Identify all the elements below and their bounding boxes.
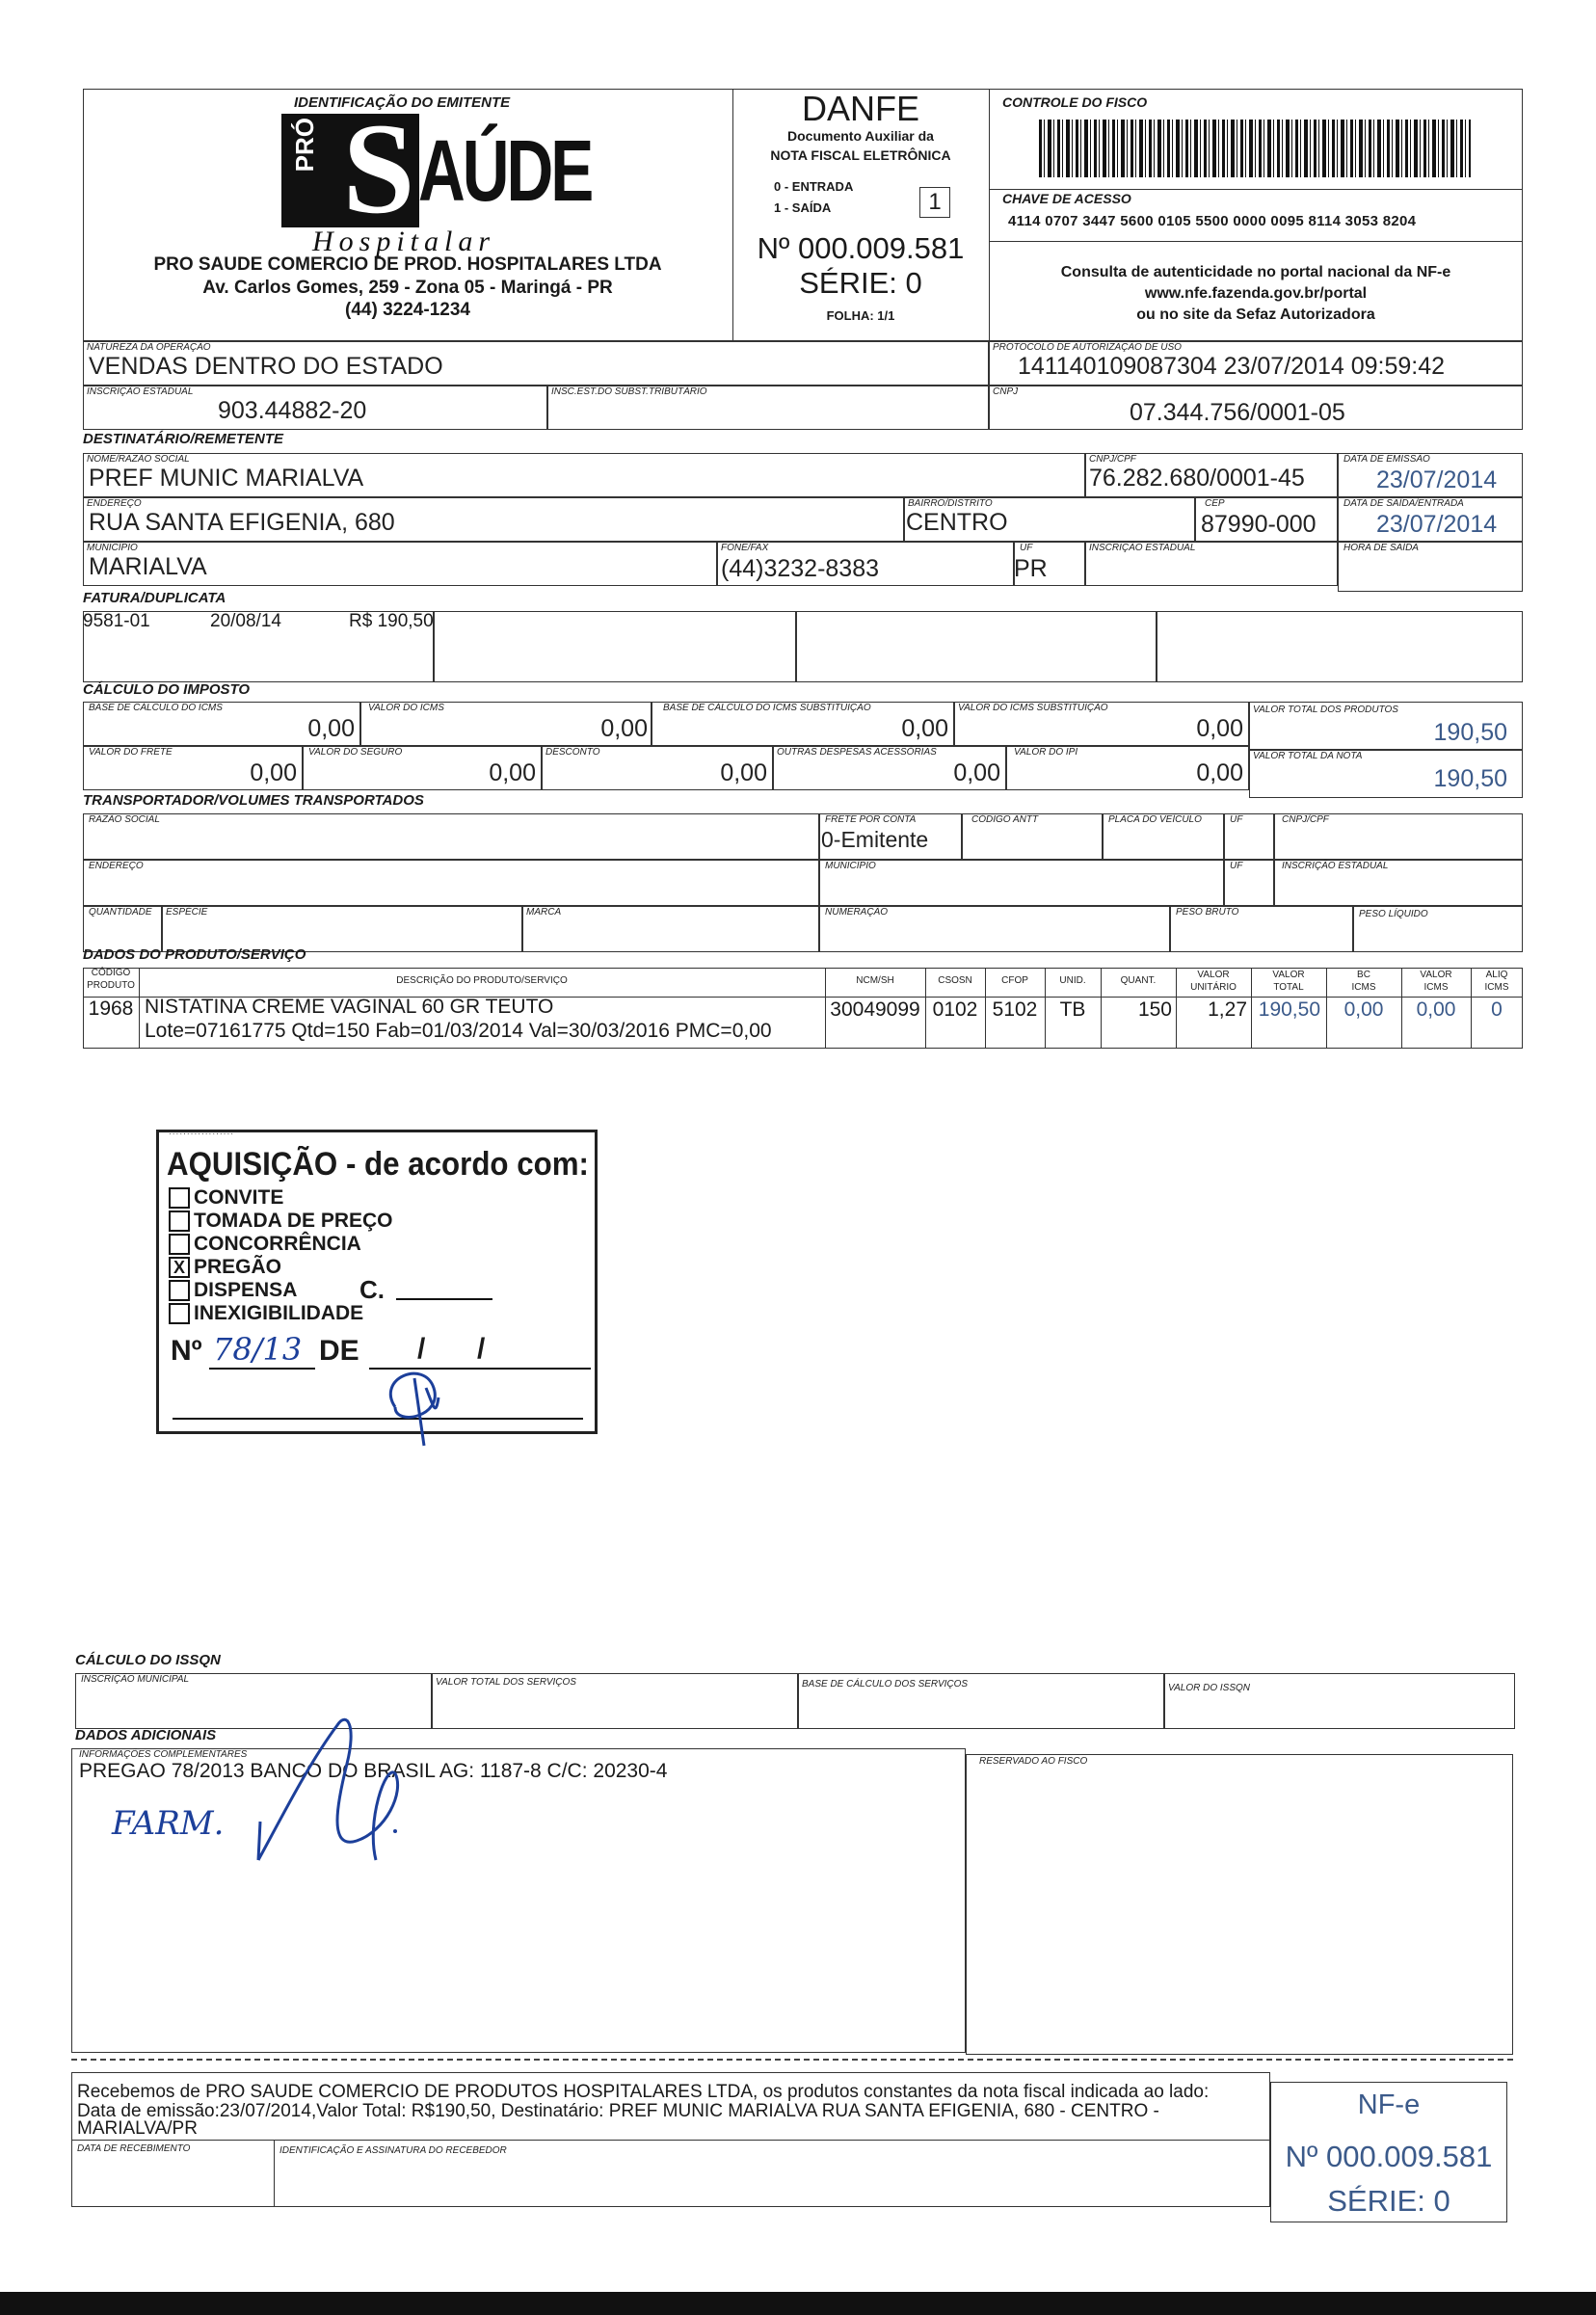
canhoto-nfe: NF-e [1357, 2089, 1421, 2120]
seguro-label: VALOR DO SEGURO [308, 747, 403, 758]
seguro: 0,00 [489, 759, 536, 786]
th-unid: UNID. [1059, 975, 1086, 986]
item-quant: 150 [1137, 998, 1172, 1021]
th-vicms-2: ICMS [1423, 982, 1449, 993]
item-aliq: 0 [1491, 998, 1503, 1021]
fatura-valor: R$ 190,50 [349, 611, 434, 631]
danfe-subtitle-2: NOTA FISCAL ELETRÔNICA [770, 147, 951, 163]
base-icms-label: BASE DE CÁLCULO DO ICMS [89, 703, 223, 713]
dest-nome-label: NOME/RAZÃO SOCIAL [87, 454, 190, 465]
total-nota-label: VALOR TOTAL DA NOTA [1253, 751, 1363, 761]
transp-municipio-label: MUNICÍPIO [825, 861, 876, 871]
dest-cnpj: 76.282.680/0001-45 [1089, 465, 1305, 492]
item-vicms: 0,00 [1416, 998, 1456, 1021]
danfe-folha: FOLHA: 1/1 [826, 308, 895, 323]
th-quant: QUANT. [1120, 975, 1157, 986]
numeracao-label: NUMERAÇÃO [825, 907, 889, 918]
th-cfop: CFOP [1001, 975, 1028, 986]
danfe-numero: Nº 000.009.581 [757, 231, 965, 265]
th-bc-1: BC [1357, 970, 1370, 980]
frete: 0,00 [250, 759, 297, 786]
adicionais-section-label: DADOS ADICIONAIS [75, 1727, 217, 1743]
emitente-section-label: IDENTIFICAÇÃO DO EMITENTE [294, 94, 511, 111]
acquisition-stamp: .................. AQUISIÇÃO - de acordo com: CONVITE TOMADA DE PREÇO CONCORRÊNCIA X PREGÃO DISPENSA INEXIGIBILIDADE C. Nº 78/13 DE / / [156, 1130, 598, 1434]
base-st-label: BASE DE CÁLCULO DO ICMS SUBSTITUIÇÃO [663, 703, 871, 713]
canhoto-texto-1: Recebemos de PRO SAUDE COMERCIO DE PRODUTOS HOSPITALARES LTDA, os produtos constantes da nota fiscal indicada ao lado: [77, 2082, 1210, 2102]
barcode [1039, 120, 1471, 177]
consulta-line-1: Consulta de autenticidade no portal nacional da NF-e [1060, 264, 1451, 280]
ipi-label: VALOR DO IPI [1014, 747, 1078, 758]
dest-fone: (44)3232-8383 [721, 555, 880, 582]
danfe-serie: SÉRIE: 0 [799, 266, 922, 300]
chave-acesso: 4114 0707 3447 5600 0105 5500 0000 0095 8114 3053 8204 [1008, 213, 1417, 229]
natureza-value: VENDAS DENTRO DO ESTADO [89, 353, 443, 380]
th-aliq-1: ALIQ [1485, 970, 1508, 980]
th-vunit-1: VALOR [1197, 970, 1230, 980]
stamp-number: 78/13 [213, 1331, 303, 1368]
issqn-valor-label: VALOR DO ISSQN [1168, 1683, 1251, 1693]
fatura-section-label: FATURA/DUPLICATA [83, 590, 226, 606]
issqn-total-label: VALOR TOTAL DOS SERVIÇOS [436, 1677, 576, 1688]
dest-municipio: MARIALVA [89, 553, 207, 580]
stamp-title: AQUISIÇÃO - de acordo com: [167, 1146, 589, 1183]
dest-cep: 87990-000 [1201, 511, 1317, 538]
peso-liquido-label: PESO LÍQUIDO [1359, 909, 1428, 919]
especie-label: ESPÉCIE [166, 907, 208, 918]
razao-label: RAZÃO SOCIAL [89, 814, 160, 825]
natureza-label: NATUREZA DA OPERAÇÃO [87, 342, 211, 353]
dest-saida: 23/07/2014 [1376, 511, 1498, 538]
canhoto-numero: Nº 000.009.581 [1285, 2140, 1493, 2173]
identificacao-label: IDENTIFICAÇÃO E ASSINATURA DO RECEBEDOR [279, 2145, 507, 2156]
protocolo-value: 141140109087304 23/07/2014 09:59:42 [1018, 353, 1446, 380]
th-codigo-1: CÓDIGO [91, 968, 131, 978]
reservado-label: RESERVADO AO FISCO [979, 1756, 1088, 1767]
peso-bruto-label: PESO BRUTO [1176, 907, 1239, 918]
total-nota: 190,50 [1433, 765, 1507, 792]
dest-uf: PR [1014, 555, 1048, 582]
protocolo-label: PROTOCOLO DE AUTORIZAÇÃO DE USO [993, 342, 1182, 353]
th-ncm: NCM/SH [856, 975, 894, 986]
issqn-base-label: BASE DE CÁLCULO DOS SERVIÇOS [802, 1679, 969, 1690]
th-vtotal-1: VALOR [1272, 970, 1305, 980]
th-descricao: DESCRIÇÃO DO PRODUTO/SERVIÇO [396, 975, 568, 986]
issqn-section-label: CÁLCULO DO ISSQN [75, 1652, 221, 1668]
th-csosn: CSOSN [938, 975, 972, 986]
danfe-tipo-box: 1 [919, 187, 950, 218]
destinatario-section-label: DESTINATÁRIO/REMETENTE [83, 431, 284, 447]
marca-label: MARCA [526, 907, 562, 918]
transp-uf2-label: UF [1230, 861, 1243, 871]
dest-bairro: CENTRO [906, 509, 1008, 536]
item-vtotal: 190,50 [1258, 998, 1320, 1021]
info-complementares: PREGAO 78/2013 BANCO DO BRASIL AG: 1187-8 C/C: 20230-4 [79, 1760, 668, 1782]
danfe-saida: 1 - SAÍDA [774, 200, 832, 215]
desconto: 0,00 [720, 759, 767, 786]
outras: 0,00 [953, 759, 1000, 786]
emitente-phone: (44) 3224-1234 [345, 300, 470, 320]
stamp-initials-scribble [366, 1349, 472, 1455]
controle-fisco-label: CONTROLE DO FISCO [1002, 94, 1148, 110]
valor-st-label: VALOR DO ICMS SUBSTITUIÇÃO [958, 703, 1108, 713]
emitente-address: Av. Carlos Gomes, 259 - Zona 05 - Maringá - PR [202, 278, 613, 298]
transp-cnpj-label: CNPJ/CPF [1282, 814, 1329, 825]
dest-municipio-label: MUNICÍPIO [87, 543, 138, 553]
total-prod-label: VALOR TOTAL DOS PRODUTOS [1253, 705, 1398, 715]
item-ncm: 30049099 [830, 998, 920, 1021]
emitente-name: PRO SAUDE COMERCIO DE PROD. HOSPITALARES LTDA [153, 254, 662, 275]
issqn-im-label: INSCRIÇÃO MUNICIPAL [81, 1674, 190, 1685]
danfe-title: DANFE [801, 89, 919, 128]
item-lote: Lote=07161775 Qtd=150 Fab=01/03/2014 Val=30/03/2016 PMC=0,00 [145, 1020, 772, 1042]
cnpj-emitente-value: 07.344.756/0001-05 [1130, 399, 1345, 426]
th-aliq-2: ICMS [1484, 982, 1509, 993]
company-logo: PRÓ S AÚDE Hospitalar [281, 114, 527, 256]
th-vunit-2: UNITÁRIO [1190, 982, 1237, 993]
th-vtotal-2: TOTAL [1273, 982, 1304, 993]
frete-conta-label: FRETE POR CONTA [825, 814, 917, 825]
quantidade-label: QUANTIDADE [89, 907, 152, 918]
dest-cnpj-label: CNPJ/CPF [1089, 454, 1136, 465]
item-bc: 0,00 [1343, 998, 1384, 1021]
item-cfop: 5102 [992, 998, 1038, 1021]
dest-hora-label: HORA DE SAÍDA [1343, 543, 1419, 553]
cnpj-emitente-label: CNPJ [993, 386, 1019, 397]
imposto-section-label: CÁLCULO DO IMPOSTO [83, 681, 251, 698]
transp-ie-label: INSCRIÇÃO ESTADUAL [1282, 861, 1389, 871]
recebimento-label: DATA DE RECEBIMENTO [77, 2143, 191, 2154]
ipi: 0,00 [1196, 759, 1243, 786]
desconto-label: DESCONTO [545, 747, 600, 758]
dest-bairro-label: BAIRRO/DISTRITO [908, 498, 993, 509]
dest-ie-label: INSCRIÇÃO ESTADUAL [1089, 543, 1196, 553]
dest-endereco-label: ENDEREÇO [87, 498, 142, 509]
scan-bottom-edge [0, 2292, 1596, 2315]
dest-nome: PREF MUNIC MARIALVA [89, 465, 364, 492]
signature-scribble [222, 1706, 414, 1879]
ie-label: INSCRIÇÃO ESTADUAL [87, 386, 194, 397]
stamp-options: CONVITE TOMADA DE PREÇO CONCORRÊNCIA X PREGÃO DISPENSA INEXIGIBILIDADE [169, 1186, 393, 1325]
item-csosn: 0102 [932, 998, 978, 1021]
transp-endereco-label: ENDEREÇO [89, 861, 144, 871]
fatura-vencimento: 20/08/14 [210, 611, 281, 631]
th-codigo-2: PRODUTO [87, 980, 135, 991]
consulta-line-2: www.nfe.fazenda.gov.br/portal [1144, 285, 1368, 302]
valor-icms: 0,00 [600, 715, 648, 742]
transportador-section-label: TRANSPORTADOR/VOLUMES TRANSPORTADOS [83, 792, 424, 809]
dest-fone-label: FONE/FAX [721, 543, 769, 553]
dest-emissao-label: DATA DE EMISSÃO [1343, 454, 1430, 465]
dest-saida-label: DATA DE SAÍDA/ENTRADA [1343, 498, 1464, 509]
item-descricao: NISTATINA CREME VAGINAL 60 GR TEUTO [145, 996, 554, 1018]
valor-st: 0,00 [1196, 715, 1243, 742]
placa-label: PLACA DO VEÍCULO [1108, 814, 1202, 825]
valor-icms-label: VALOR DO ICMS [368, 703, 444, 713]
th-vicms-1: VALOR [1420, 970, 1452, 980]
base-icms: 0,00 [307, 715, 355, 742]
canhoto-serie: SÉRIE: 0 [1327, 2184, 1450, 2218]
checked-box: X [169, 1257, 190, 1278]
frete-conta: 0-Emitente [821, 827, 929, 852]
consulta-line-3: ou no site da Sefaz Autorizadora [1136, 306, 1375, 323]
chave-acesso-label: CHAVE DE ACESSO [1002, 191, 1131, 206]
danfe-entrada: 0 - ENTRADA [774, 179, 854, 194]
dest-uf-label: UF [1020, 543, 1033, 553]
th-bc-2: ICMS [1351, 982, 1376, 993]
produtos-section-label: DADOS DO PRODUTO/SERVIÇO [83, 946, 306, 963]
total-prod: 190,50 [1433, 719, 1507, 746]
info-label: INFORMAÇÕES COMPLEMENTARES [79, 1749, 248, 1760]
frete-label: VALOR DO FRETE [89, 747, 173, 758]
dest-cep-label: CEP [1205, 498, 1225, 509]
item-vunit: 1,27 [1208, 998, 1247, 1021]
outras-label: OUTRAS DESPESAS ACESSÓRIAS [777, 747, 937, 758]
dest-emissao: 23/07/2014 [1376, 466, 1498, 493]
transp-uf-label: UF [1230, 814, 1243, 825]
item-unid: TB [1059, 998, 1086, 1021]
danfe-subtitle-1: Documento Auxiliar da [787, 128, 934, 144]
antt-label: CÓDIGO ANTT [971, 814, 1039, 825]
fatura-numero: 9581-01 [83, 611, 150, 631]
base-st: 0,00 [901, 715, 948, 742]
canhoto-texto-3: MARIALVA/PR [77, 2118, 198, 2139]
dest-endereco: RUA SANTA EFIGENIA, 680 [89, 509, 395, 536]
ie-st-label: INSC.EST.DO SUBST.TRIBUTÁRIO [551, 386, 707, 397]
canhoto-texto-2: Data de emissão:23/07/2014,Valor Total: R$190,50, Destinatário: PREF MUNIC MARIALVA RUA SANTA EFIGENIA, 680 - CENTRO - [77, 2101, 1159, 2121]
ie-value: 903.44882-20 [218, 397, 367, 424]
handwritten-farm: FARM. [112, 1804, 225, 1843]
item-codigo: 1968 [88, 998, 134, 1020]
